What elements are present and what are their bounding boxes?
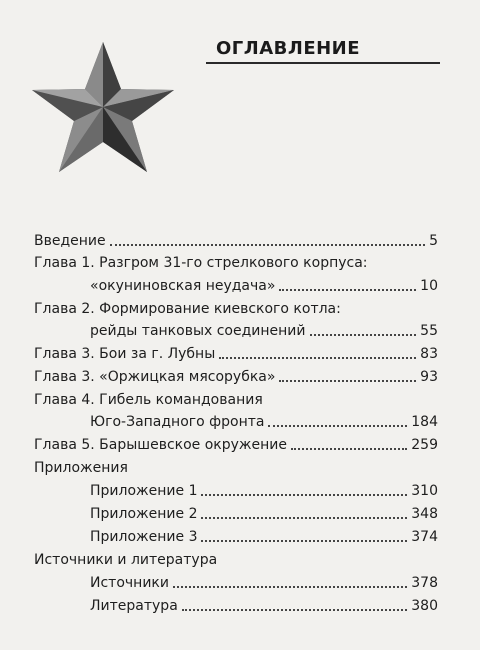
toc-entry-app2[interactable] bbox=[90, 505, 438, 523]
toc-label: рейды танковых соединений bbox=[90, 323, 306, 339]
toc-label: Литература bbox=[90, 598, 178, 614]
toc-heading-sources[interactable]: Источники и литература bbox=[34, 552, 218, 568]
toc-label: Источники bbox=[90, 575, 169, 591]
toc-entry-ch1[interactable] bbox=[90, 277, 438, 295]
toc-entry-sources[interactable] bbox=[90, 574, 438, 592]
toc-page-number: 259 bbox=[411, 437, 438, 453]
leader-dots bbox=[219, 356, 416, 359]
toc-entry-ch5[interactable] bbox=[34, 436, 438, 454]
toc-page-number: 10 bbox=[420, 278, 438, 294]
leader-dots bbox=[173, 585, 407, 588]
toc-entry-ch3b[interactable] bbox=[34, 368, 438, 386]
leader-dots bbox=[201, 539, 407, 542]
leader-dots bbox=[279, 288, 416, 291]
toc-entry-ch2-line1[interactable]: Глава 2. Формирование киевского котла: bbox=[34, 301, 341, 317]
toc-entry-literature[interactable] bbox=[90, 597, 438, 615]
toc-heading-appendices[interactable]: Приложения bbox=[34, 460, 128, 476]
leader-dots bbox=[201, 493, 407, 496]
toc-label: Глава 3. Бои за г. Лубны bbox=[34, 346, 216, 362]
leader-dots bbox=[182, 608, 407, 611]
toc-page-number: 93 bbox=[420, 369, 438, 385]
leader-dots bbox=[279, 379, 416, 382]
toc-page-number: 378 bbox=[411, 575, 438, 591]
toc-label: Приложение 1 bbox=[90, 483, 198, 499]
toc-label: Глава 3. «Оржицкая мясорубка» bbox=[34, 369, 276, 385]
toc-label: «окуниновская неудача» bbox=[90, 278, 276, 294]
toc-label: Юго-Западного фронта bbox=[90, 414, 265, 430]
leader-dots bbox=[291, 447, 407, 450]
leader-dots bbox=[201, 516, 407, 519]
toc-page-number: 374 bbox=[411, 529, 438, 545]
toc-label: Введение bbox=[34, 233, 106, 249]
toc-entry-app1[interactable] bbox=[90, 482, 438, 500]
toc-entry-ch4-line1[interactable]: Глава 4. Гибель командования bbox=[34, 392, 263, 408]
toc-entry-ch2[interactable] bbox=[90, 322, 438, 340]
toc-page-number: 184 bbox=[411, 414, 438, 430]
toc-entry-app3[interactable] bbox=[90, 528, 438, 546]
toc-page-number: 55 bbox=[420, 323, 438, 339]
toc-entry-ch3a[interactable] bbox=[34, 345, 438, 363]
toc-label: Приложение 3 bbox=[90, 529, 198, 545]
toc-label: Глава 5. Барышевское окружение bbox=[34, 437, 288, 453]
toc-page-number: 5 bbox=[429, 233, 438, 249]
toc-page-number: 83 bbox=[420, 346, 438, 362]
leader-dots bbox=[310, 333, 417, 336]
leader-dots bbox=[268, 424, 407, 427]
toc-page-number: 348 bbox=[411, 506, 438, 522]
leader-dots bbox=[110, 243, 425, 246]
toc-label: Приложение 2 bbox=[90, 506, 198, 522]
page-title: ОГЛАВЛЕНИЕ bbox=[216, 38, 361, 59]
toc-entry-ch1-line1[interactable]: Глава 1. Разгром 31-го стрелкового корпуса: bbox=[34, 255, 368, 271]
toc-page-number: 380 bbox=[411, 598, 438, 614]
toc-page-number: 310 bbox=[411, 483, 438, 499]
toc-entry-ch4[interactable] bbox=[90, 413, 438, 431]
toc-entry-intro[interactable] bbox=[34, 232, 438, 250]
